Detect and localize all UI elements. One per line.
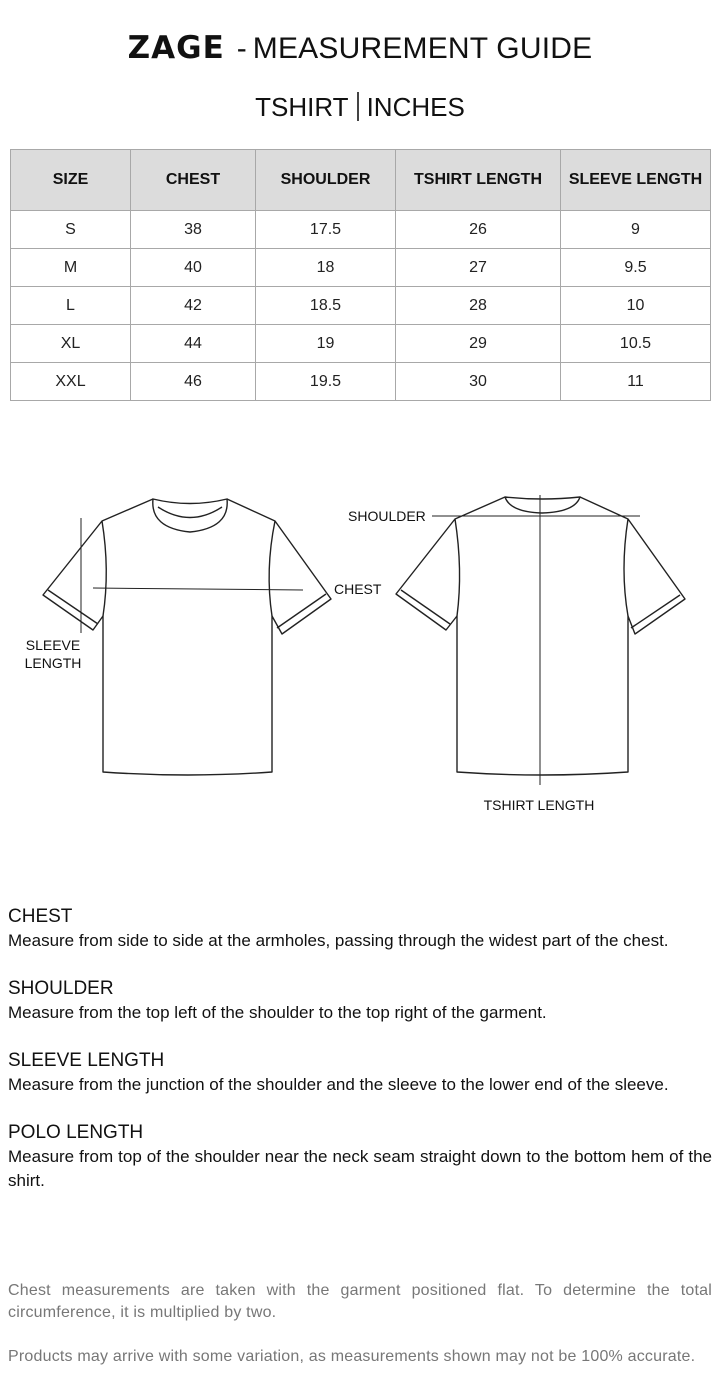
- table-cell: 18: [256, 249, 396, 287]
- table-cell: 18.5: [256, 287, 396, 325]
- brand-logo: ZAGE: [127, 30, 225, 66]
- tshirt-front-right-armhole: [269, 521, 275, 616]
- table-cell: 27: [396, 249, 561, 287]
- chest-label: CHEST: [334, 581, 382, 597]
- table-cell: XL: [11, 325, 131, 363]
- column-header-chest: CHEST: [131, 150, 256, 211]
- page-title: MEASUREMENT GUIDE: [252, 32, 593, 65]
- table-cell: 38: [131, 211, 256, 249]
- tshirt-front-right-cuff: [277, 594, 326, 628]
- definition-title: SHOULDER: [8, 978, 114, 999]
- tshirt-length-label: TSHIRT LENGTH: [483, 797, 595, 813]
- vertical-divider: [357, 92, 359, 121]
- table-row: [11, 249, 711, 287]
- definition-shoulder: [8, 977, 712, 1025]
- definition-title: CHEST: [8, 906, 73, 927]
- table-cell: 9: [561, 211, 711, 249]
- note-flat-measurement: Chest measurements are taken with the garment positioned flat. To determine the total circumference, it is multiplied by two.: [8, 1282, 712, 1321]
- table-cell: 29: [396, 325, 561, 363]
- table-cell: 44: [131, 325, 256, 363]
- table-cell: S: [11, 211, 131, 249]
- definition-sleeve-length: [8, 1049, 712, 1097]
- tshirt-back-left-cuff: [401, 590, 450, 624]
- table-cell: XXL: [11, 363, 131, 401]
- table-header-row: [11, 150, 711, 211]
- table-cell: 26: [396, 211, 561, 249]
- table-cell: M: [11, 249, 131, 287]
- chest-line: [93, 588, 303, 590]
- table-cell: 10.5: [561, 325, 711, 363]
- tshirt-measurement-diagram: [0, 470, 720, 830]
- table-cell: 28: [396, 287, 561, 325]
- tshirt-front-left-cuff: [48, 590, 98, 624]
- table-row: [11, 287, 711, 325]
- table-cell: 17.5: [256, 211, 396, 249]
- table-cell: 30: [396, 363, 561, 401]
- definition-chest: [8, 905, 712, 953]
- table-cell: 19.5: [256, 363, 396, 401]
- title-separator: -: [236, 32, 247, 65]
- tshirt-front-left-armhole: [102, 521, 106, 616]
- column-header-sleeve-length: SLEEVE LENGTH: [561, 150, 711, 211]
- tshirt-back-right-cuff: [631, 595, 680, 628]
- tshirt-back-right-armhole: [624, 519, 628, 616]
- table-cell: 40: [131, 249, 256, 287]
- sleeve-length-label-line2: LENGTH: [24, 655, 82, 671]
- column-header-size: SIZE: [11, 150, 131, 211]
- product-unit-subheading: [0, 90, 720, 124]
- definition-title: POLO LENGTH: [8, 1122, 144, 1143]
- unit-label: INCHES: [366, 92, 465, 122]
- note-variation-disclaimer: Products may arrive with some variation, as measurements shown may not be 100% accurate.: [8, 1348, 696, 1365]
- table-cell: 19: [256, 325, 396, 363]
- definition-title: SLEEVE LENGTH: [8, 1050, 165, 1071]
- table-cell: L: [11, 287, 131, 325]
- table-row: [11, 325, 711, 363]
- definition-text: Measure from top of the shoulder near the neck seam straight down to the bottom hem of the shirt.: [8, 1147, 712, 1190]
- measurement-notes: [8, 1280, 712, 1390]
- table-cell: 46: [131, 363, 256, 401]
- table-cell: 11: [561, 363, 711, 401]
- table-row: [11, 363, 711, 401]
- definition-text: Measure from the junction of the shoulder and the sleeve to the lower end of the sleeve.: [8, 1075, 669, 1094]
- shoulder-label: SHOULDER: [348, 508, 426, 524]
- product-type: TSHIRT: [255, 92, 349, 122]
- table-row: [11, 211, 711, 249]
- column-header-tshirt-length: TSHIRT LENGTH: [396, 150, 561, 211]
- definition-polo-length: [8, 1121, 712, 1193]
- definition-text: Measure from side to side at the armholes, passing through the widest part of the chest.: [8, 931, 669, 950]
- tshirt-back-neckline: [505, 497, 580, 513]
- tshirt-front-illustration: [43, 499, 331, 775]
- back-measure-lines: [432, 495, 640, 785]
- definition-text: Measure from the top left of the shoulder to the top right of the garment.: [8, 1003, 547, 1022]
- column-header-shoulder: SHOULDER: [256, 150, 396, 211]
- table-cell: 42: [131, 287, 256, 325]
- tshirt-front-neckband: [153, 499, 227, 532]
- size-chart-table: [10, 149, 711, 401]
- guide-header: [0, 26, 720, 76]
- tshirt-back-left-armhole: [455, 519, 460, 616]
- measurement-definitions: [8, 905, 712, 1217]
- tshirt-front-neck-inner: [158, 507, 222, 518]
- sleeve-length-label-line1: SLEEVE: [25, 637, 81, 653]
- table-cell: 10: [561, 287, 711, 325]
- tshirt-front-body: [43, 499, 331, 775]
- table-cell: 9.5: [561, 249, 711, 287]
